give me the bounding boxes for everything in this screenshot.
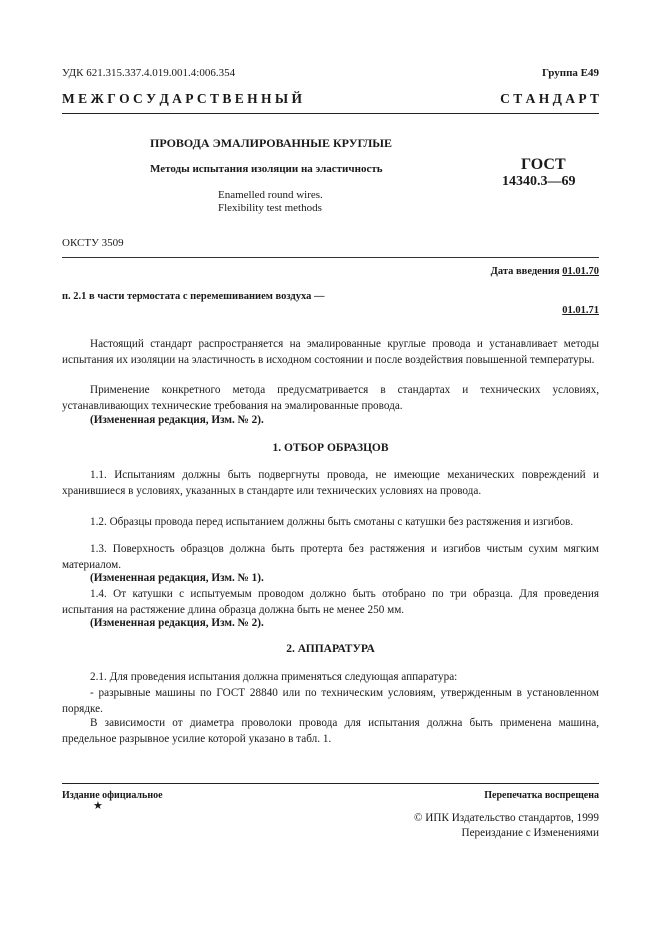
section-2-paragraph-1-text: 2.1. Для проведения испытания должна применяться следующая аппаратура: [90,671,458,683]
section-1-paragraph-3 [62,542,599,573]
star-icon: ★ [93,800,103,812]
intro-paragraph-2 [62,383,599,414]
section-2-paragraph-2 [62,686,599,717]
gost-label: ГОСТ [521,156,566,173]
intro-paragraph-1-text: Настоящий стандарт распространяется на эмалированные круглые провода и устанавливает методы испытания их изоляции на эластичность в исходном состоянии и после воздействия повышенной температуры. [62,338,599,366]
section-1-paragraph-1-text: 1.1. Испытаниям должны быть подвергнуты провода, не имеющие механических повреждений и хранившиеся в условиях, указанных в стандарте или технических условиях на провода. [62,469,599,497]
intro-paragraph-2-text: Применение конкретного метода предусматривается в стандартах и технических условиях, устанавливающих технические требования на эмалированные провода. [62,384,599,412]
introduction-date-value: 01.01.70 [562,266,599,277]
okstu-code: ОКСТУ 3509 [62,237,124,249]
official-edition-label: Издание официальное [62,790,163,801]
english-title-line-1: Enamelled round wires. [218,189,323,201]
document-subtitle: Методы испытания изоляции на эластичность [150,163,383,175]
section-1-paragraph-3-text: 1.3. Поверхность образцов должна быть протерта без растяжения и изгибов чистым сухим мягким материалом. [62,543,599,571]
section-1-title: 1. ОТБОР ОБРАЗЦОВ [272,442,389,454]
standard-banner [62,91,599,107]
reprint-prohibited-label: Перепечатка воспрещена [484,790,599,801]
reissue-line: Переиздание с Изменениями [461,827,599,839]
section-1-paragraph-4-text: 1.4. От катушки с испытуемым проводом должно быть отобрано по три образца. Для проведения испытания на растяжение длина образца должна быть не менее 250 мм. [62,588,599,616]
top-rule [62,113,599,114]
intro-paragraph-1 [62,337,599,368]
section-1-paragraph-1 [62,468,599,499]
document-title: ПРОВОДА ЭМАЛИРОВАННЫЕ КРУГЛЫЕ [150,136,393,150]
middle-rule [62,257,599,258]
banner-word-standard: С Т А Н Д А Р Т [500,91,599,106]
gost-number: 14340.3—69 [502,174,576,189]
section-2-paragraph-1 [62,670,599,686]
group-code: Группа Е49 [541,67,599,79]
clause-2-1-note: п. 2.1 в части термостата с перемешиванием воздуха — [62,291,325,302]
section-1-paragraph-2 [62,515,599,531]
section-2-title: 2. АППАРАТУРА [286,643,375,655]
english-title-line-2: Flexibility test methods [218,202,322,214]
udk-code: УДК 621.315.337.4.019.001.4:006.354 [62,67,236,79]
section-1-paragraph-4 [62,587,599,618]
copyright-line: © ИПК Издательство стандартов, 1999 [413,812,599,824]
banner-word-interstate: М Е Ж Г О С У Д А Р С Т В Е Н Н Ы Й [62,91,303,106]
introduction-date-label: Дата введения [490,266,563,277]
clause-2-1-date: 01.01.71 [562,305,599,316]
section-2-paragraph-3-text: В зависимости от диаметра проволоки провода для испытания должна быть применена машина, предельное разрывное усилие которой указано в табл. 1. [62,717,599,745]
section-1-paragraph-2-text: 1.2. Образцы провода перед испытанием должны быть смотаны с катушки без растяжения и изгибов. [90,516,574,528]
section-2-paragraph-2-text: - разрывные машины по ГОСТ 28840 или по техническим условиям, утвержденным в установленном порядке. [62,687,599,715]
section-2-paragraph-3 [62,716,599,747]
bottom-rule [62,783,599,784]
amendment-note: (Измененная редакция, Изм. № 1). [90,572,264,584]
introduction-date [491,266,599,277]
amendment-note: (Измененная редакция, Изм. № 2). [90,414,264,426]
amendment-note: (Измененная редакция, Изм. № 2). [90,617,264,629]
